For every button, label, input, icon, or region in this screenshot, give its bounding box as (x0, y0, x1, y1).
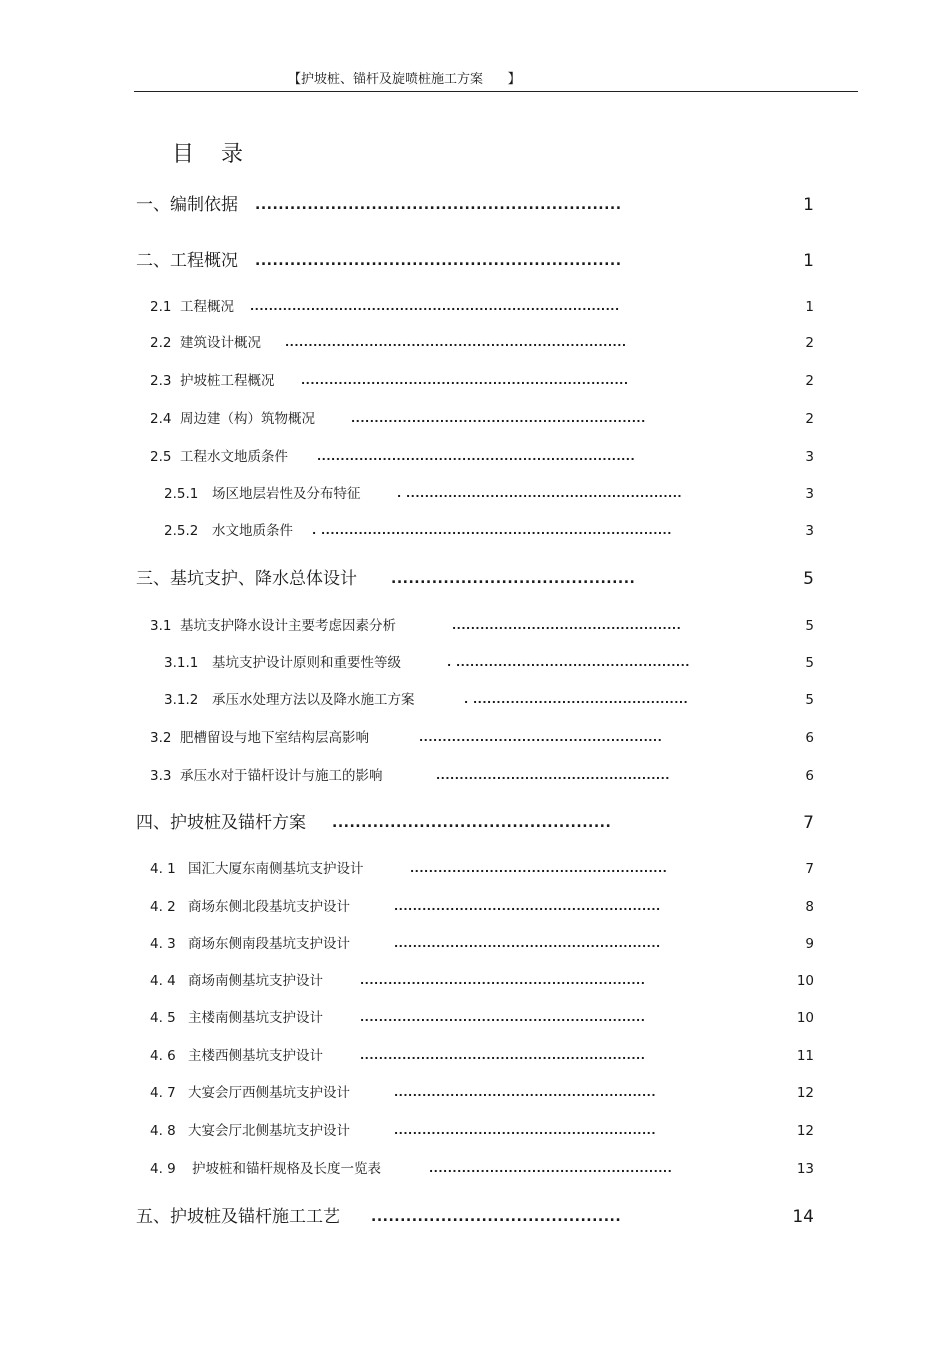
toc-dot-leader: .................................................................... (317, 450, 636, 463)
toc-title: 目 录 (172, 142, 253, 167)
toc-page-number: 5 (805, 618, 814, 634)
toc-page-number: 3 (805, 486, 814, 502)
toc-entry[interactable] (0, 616, 950, 636)
toc-page-number: 5 (805, 692, 814, 708)
toc-entry[interactable] (0, 333, 950, 353)
toc-page-number: 6 (805, 768, 814, 784)
toc-entry[interactable] (0, 193, 950, 217)
toc-entry-number: 2.4 (150, 411, 172, 427)
toc-dot-leader: ............................................................................... (250, 300, 620, 313)
toc-entry-label: 场区地层岩性及分布特征 (212, 486, 361, 502)
toc-page-number: 7 (803, 813, 814, 833)
toc-page-number: 1 (803, 195, 814, 215)
toc-entry-number: 2.5.2 (164, 523, 199, 539)
toc-page-number: 2 (805, 335, 814, 351)
toc-page-number: 1 (803, 251, 814, 271)
toc-entry-number: 2.5.1 (164, 486, 199, 502)
toc-entry-label: 商场东侧北段基坑支护设计 (188, 899, 350, 915)
toc-entry-number: 2.5 (150, 449, 172, 465)
toc-page-number: 8 (805, 899, 814, 915)
toc-page-number: 14 (792, 1207, 814, 1227)
toc-entry-label: 一、编制依据 (136, 195, 238, 215)
toc-entry-label: 基坑支护设计原则和重要性等级 (212, 655, 401, 671)
toc-entry-number: 4. 2 (150, 899, 176, 915)
toc-page-number: 2 (805, 411, 814, 427)
toc-dot-leader: .................................................... (419, 731, 663, 744)
toc-entry-label: 大宴会厅北侧基坑支护设计 (188, 1123, 350, 1139)
toc-entry[interactable] (0, 1121, 950, 1141)
toc-entry-number: 4. 4 (150, 973, 176, 989)
toc-page-number: 6 (805, 730, 814, 746)
toc-entry-label: 商场东侧南段基坑支护设计 (188, 936, 350, 952)
toc-entry-number: 2.2 (150, 335, 172, 351)
toc-page-number: 12 (796, 1123, 814, 1139)
toc-entry[interactable] (0, 371, 950, 391)
toc-dot-leader: ............................................................. (360, 1049, 646, 1062)
toc-entry-label: 商场南侧基坑支护设计 (188, 973, 323, 989)
toc-entry[interactable] (0, 897, 950, 917)
toc-entry-label: 五、护坡桩及锚杆施工工艺 (136, 1207, 340, 1227)
toc-page-number: 2 (805, 373, 814, 389)
toc-entry-label: 四、护坡桩及锚杆方案 (136, 813, 306, 833)
toc-dot-leader: ........................................... (371, 1209, 622, 1225)
toc-entry-label: 三、基坑支护、降水总体设计 (136, 569, 357, 589)
toc-entry[interactable] (0, 1008, 950, 1028)
toc-entry-number: 4. 8 (150, 1123, 176, 1139)
toc-dot-leader: ............................................................... (255, 197, 622, 213)
toc-page-number: 10 (796, 973, 814, 989)
toc-dot-leader: .................................................. (436, 769, 670, 782)
toc-entry[interactable] (0, 766, 950, 786)
toc-dot-leader: ............................................................... (351, 412, 646, 425)
toc-entry-number: 4. 3 (150, 936, 176, 952)
toc-entry-number: 3.3 (150, 768, 172, 784)
toc-entry[interactable] (0, 521, 950, 541)
toc-entry-label: 护坡桩和锚杆规格及长度一览表 (192, 1161, 381, 1177)
toc-page-number: 5 (805, 655, 814, 671)
toc-page-number: 10 (796, 1010, 814, 1026)
toc-dot-leader: ......................................................... (394, 937, 661, 950)
toc-dot-leader: ....................................................... (410, 862, 668, 875)
toc-entry-label: 主楼西侧基坑支护设计 (188, 1048, 323, 1064)
toc-entry-label: 基坑支护降水设计主要考虑因素分析 (180, 618, 396, 634)
toc-dot-leader: ............................................................. (360, 974, 646, 987)
toc-dot-leader: .................................................... (429, 1162, 673, 1175)
toc-entry-number: 4. 5 (150, 1010, 176, 1026)
toc-page-number: 5 (803, 569, 814, 589)
toc-entry-number: 4. 9 (150, 1161, 176, 1177)
toc-dot-leader: ............................................................... (255, 253, 622, 269)
toc-dot-leader: ........................................................ (394, 1086, 657, 1099)
toc-entry[interactable] (0, 249, 950, 273)
toc-dot-leader: ......................................................................... (285, 336, 627, 349)
toc-entry[interactable] (0, 447, 950, 467)
toc-entry-label: 承压水处理方法以及降水施工方案 (212, 692, 415, 708)
toc-dot-leader: ............................................................. (360, 1011, 646, 1024)
toc-page-number: 11 (796, 1048, 814, 1064)
toc-entry[interactable] (0, 484, 950, 504)
toc-dot-leader: ................................................ (332, 815, 612, 831)
toc-entry-label: 建筑设计概况 (180, 335, 261, 351)
header-rule (134, 91, 858, 92)
toc-entry[interactable] (0, 971, 950, 991)
toc-entry-number: 4. 1 (150, 861, 176, 877)
toc-entry-label: 护坡桩工程概况 (180, 373, 275, 389)
toc-entry[interactable] (0, 859, 950, 879)
toc-page-number: 1 (805, 299, 814, 315)
toc-entry[interactable] (0, 1159, 950, 1179)
toc-dot-leader: . .................................................. (447, 656, 690, 669)
toc-entry-label: 肥槽留设与地下室结构层高影响 (180, 730, 369, 746)
toc-entry[interactable] (0, 567, 950, 591)
toc-page-number: 3 (805, 523, 814, 539)
toc-dot-leader: ...................................................................... (301, 374, 629, 387)
toc-entry-label: 工程水文地质条件 (180, 449, 288, 465)
toc-dot-leader: ................................................. (452, 619, 682, 632)
toc-page-number: 12 (796, 1085, 814, 1101)
toc-entry-label: 主楼南侧基坑支护设计 (188, 1010, 323, 1026)
toc-entry-number: 3.1 (150, 618, 172, 634)
toc-entry[interactable] (0, 1046, 950, 1066)
toc-entry[interactable] (0, 1083, 950, 1103)
toc-entry[interactable] (0, 297, 950, 317)
toc-entry-number: 4. 6 (150, 1048, 176, 1064)
toc-page-number: 3 (805, 449, 814, 465)
toc-entry-label: 大宴会厅西侧基坑支护设计 (188, 1085, 350, 1101)
toc-entry-label: 水文地质条件 (212, 523, 293, 539)
toc-dot-leader: . ........................................................... (397, 487, 683, 500)
toc-dot-leader: .......................................... (391, 571, 636, 587)
toc-entry[interactable] (0, 811, 950, 835)
toc-entry[interactable] (0, 690, 950, 710)
toc-entry-label: 周边建（构）筑物概况 (180, 411, 315, 427)
toc-entry-number: 3.1.2 (164, 692, 199, 708)
toc-entry-number: 2.1 (150, 299, 172, 315)
toc-entry-number: 4. 7 (150, 1085, 176, 1101)
toc-entry-label: 二、工程概况 (136, 251, 238, 271)
toc-entry-label: 工程概况 (180, 299, 234, 315)
toc-page-number: 13 (796, 1161, 814, 1177)
toc-entry-label: 承压水对于锚杆设计与施工的影响 (180, 768, 383, 784)
toc-entry[interactable] (0, 1205, 950, 1229)
toc-page-number: 7 (805, 861, 814, 877)
toc-entry-number: 2.3 (150, 373, 172, 389)
page-header: 【护坡桩、锚杆及旋喷桩施工方案 】 (288, 72, 521, 87)
toc-dot-leader: ........................................................ (394, 1124, 657, 1137)
toc-entry[interactable] (0, 934, 950, 954)
toc-entry-label: 国汇大厦东南侧基坑支护设计 (188, 861, 364, 877)
toc-entry-number: 3.1.1 (164, 655, 199, 671)
toc-dot-leader: . ........................................................................... (312, 524, 672, 537)
toc-page-number: 9 (805, 936, 814, 952)
toc-entry-number: 3.2 (150, 730, 172, 746)
toc-entry[interactable] (0, 409, 950, 429)
toc-entry[interactable] (0, 728, 950, 748)
toc-entry[interactable] (0, 653, 950, 673)
toc-dot-leader: ......................................................... (394, 900, 661, 913)
toc-dot-leader: . .............................................. (464, 693, 689, 706)
